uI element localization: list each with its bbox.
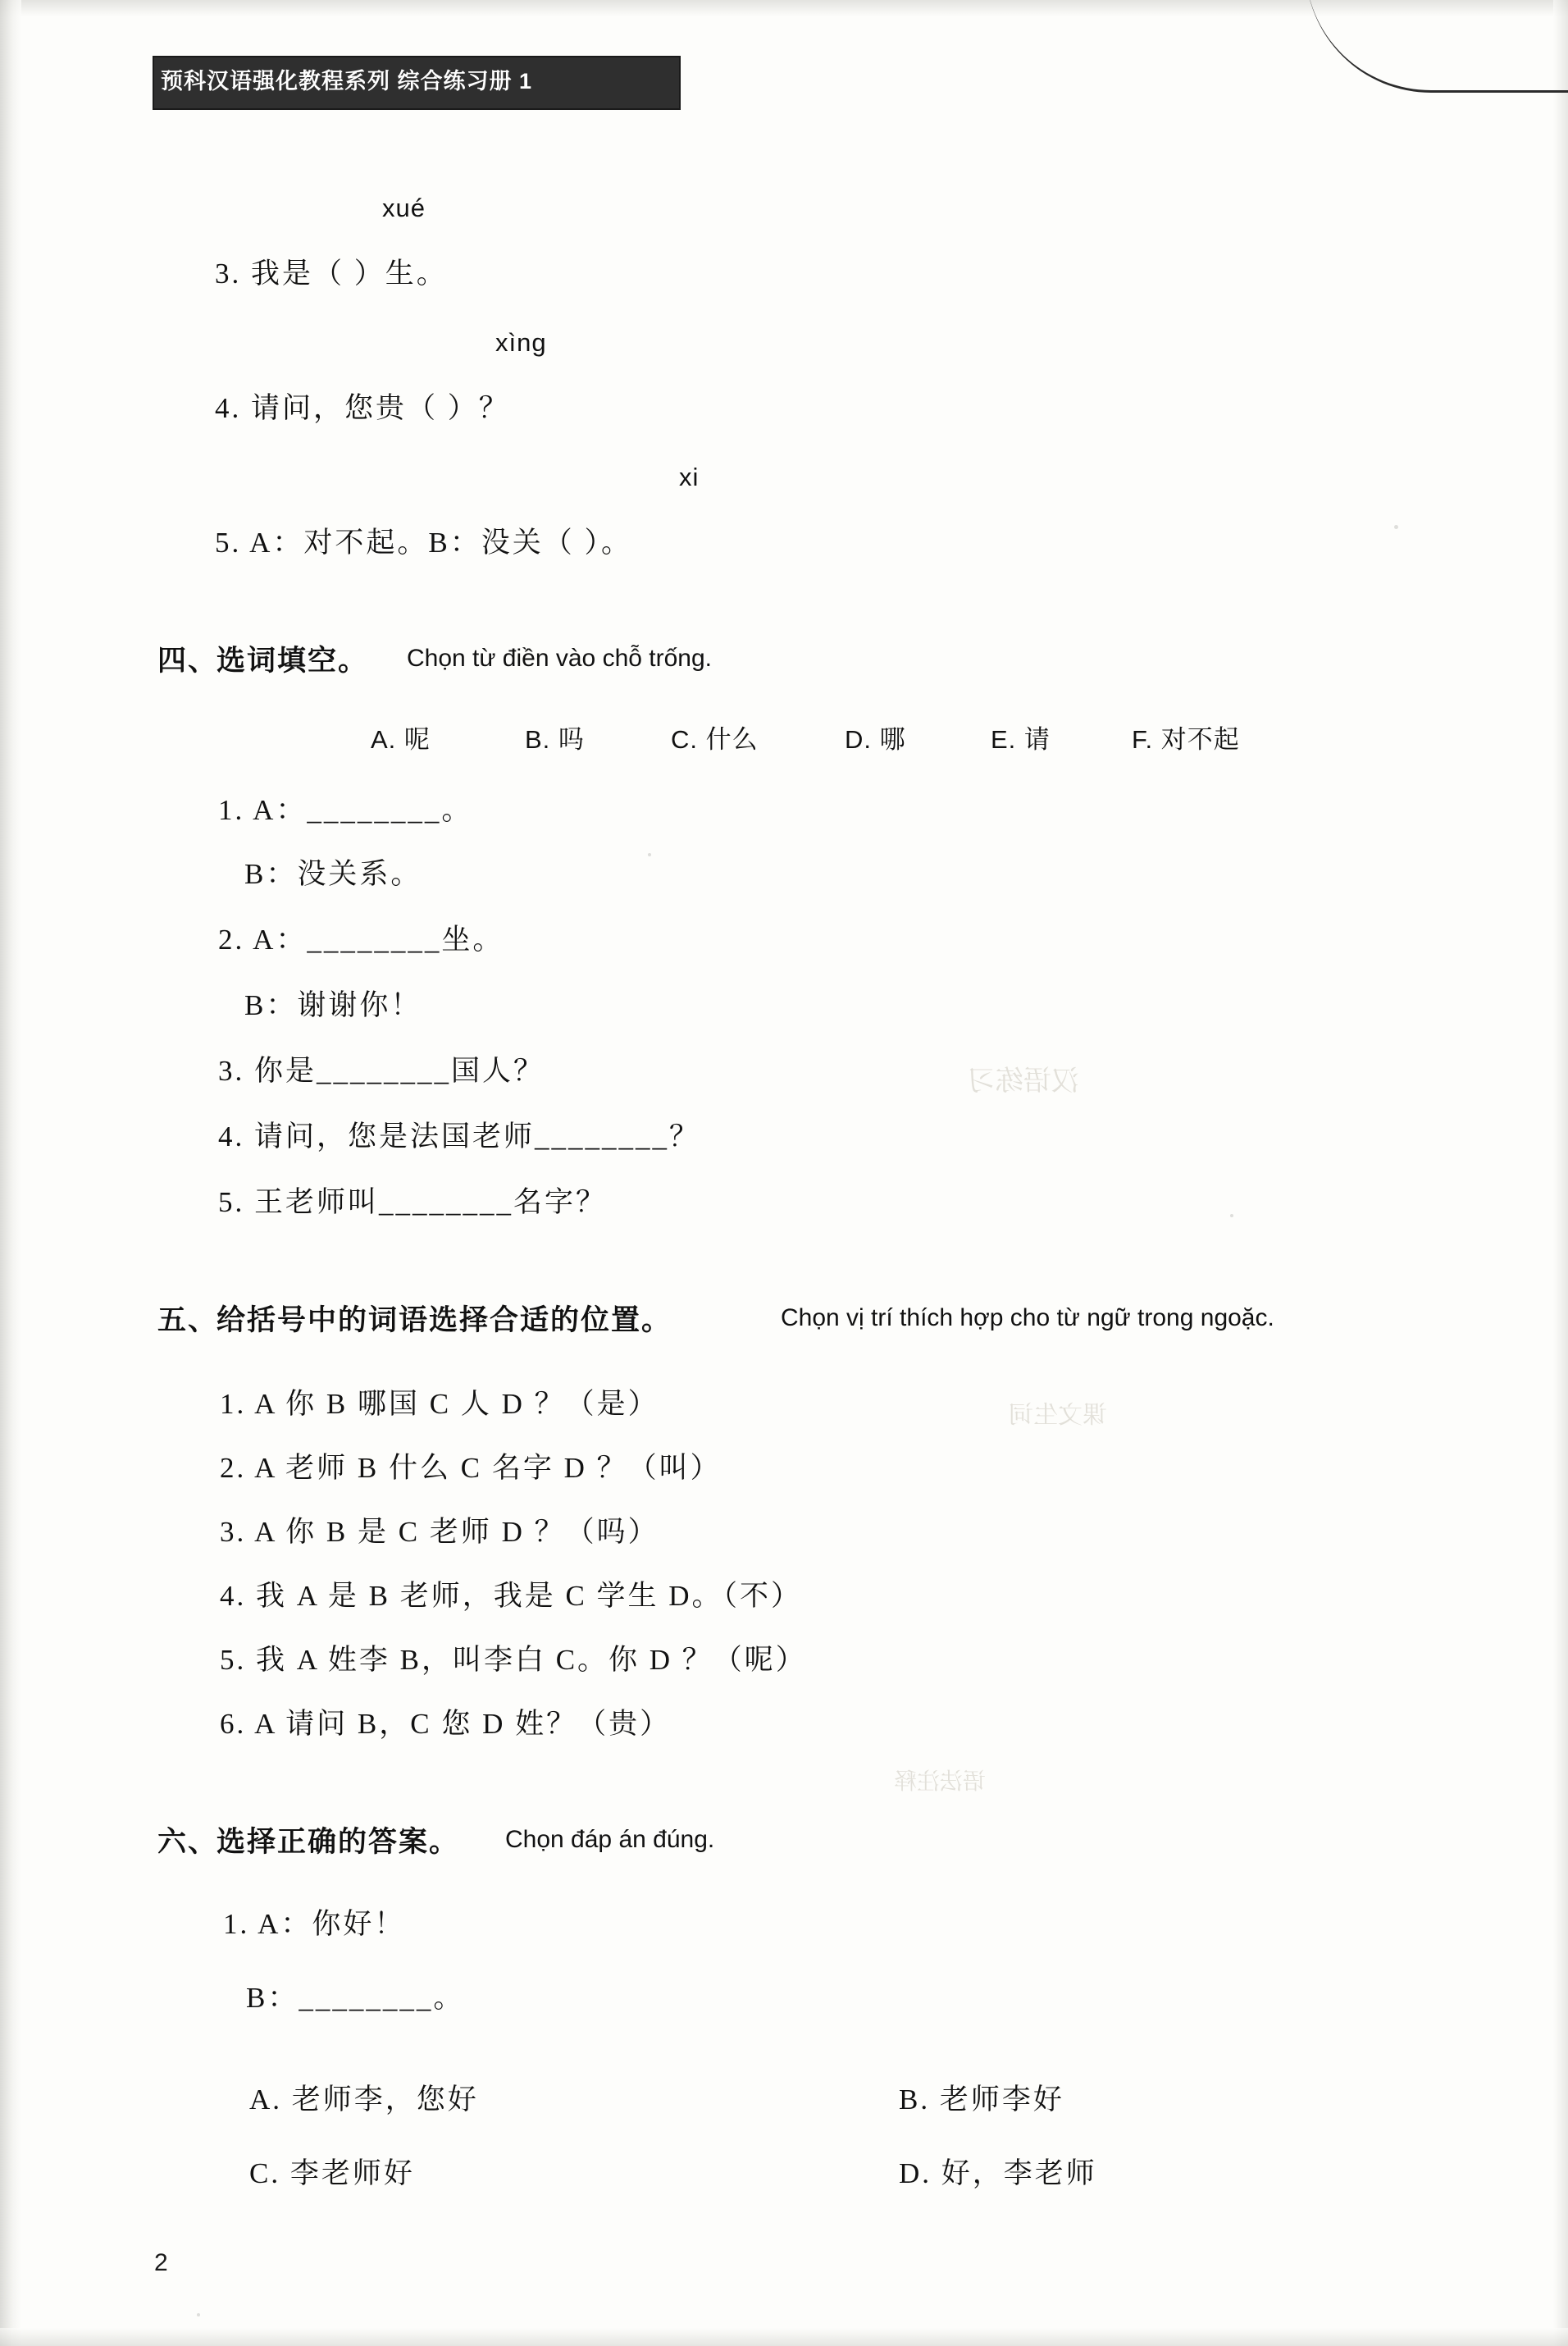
page-edge-bottom [0, 2328, 1568, 2346]
section-five-title-cn: 给括号中的词语选择合适的位置。 [217, 1304, 672, 1336]
section-four-item-1b: B：没关系。 [244, 858, 422, 890]
section-five-item-4: 4. 我 A 是 B 老师，我是 C 学生 D。（不） [220, 1580, 803, 1612]
section-five-item-5: 5. 我 A 姓李 B，叫李白 C。你 D ？（呢） [220, 1644, 807, 1676]
choice-b: B. 吗 [525, 725, 585, 754]
section-four-item-5: 5. 王老师叫________名字？ [218, 1186, 608, 1218]
section-four-item-2a: 2. A：________坐。 [218, 924, 504, 956]
section-six-option-a: A. 老师李，您好 [249, 2084, 479, 2116]
pinyin-hint-5: xi [679, 463, 700, 491]
section-five-title-vi: Chọn vị trí thích hợp cho từ ngữ trong ngoặc. [781, 1304, 1274, 1331]
section-six-number: 六、 [157, 1826, 219, 1858]
page-speck [1394, 525, 1398, 529]
section-six-option-b: B. 老师李好 [899, 2084, 1064, 2116]
section-four-number: 四、 [157, 645, 219, 677]
page-edge-right [1553, 0, 1568, 2346]
section-four-title-vi: Chọn từ điền vào chỗ trống. [407, 645, 712, 672]
section-five-number: 五、 [157, 1304, 219, 1336]
bleed-through-text: 汉语练习 [968, 1066, 1079, 1097]
section-six-title-vi: Chọn đáp án đúng. [505, 1826, 715, 1853]
pinyin-hint-4: xìng [495, 328, 547, 357]
choice-f: F. 对不起 [1132, 725, 1240, 754]
section-four-title-cn: 选词填空。 [217, 645, 369, 677]
section-five-item-6: 6. A 请问 B，C 您 D 姓？（贵） [220, 1708, 672, 1740]
section-six-title-cn: 选择正确的答案。 [217, 1826, 460, 1858]
exercise-item-5: 5. A：对不起。B：没关（ ）。 [215, 527, 632, 559]
bleed-through-text: 课文生词 [1009, 1402, 1107, 1429]
exercise-item-4: 4. 请问，您贵（ ）？ [215, 392, 510, 424]
pinyin-hint-3: xué [382, 194, 426, 222]
page-corner-curl [1306, 0, 1568, 93]
page-speck [1230, 1214, 1233, 1217]
exercise-item-3: 3. 我是（ ）生。 [215, 258, 448, 290]
choice-a: A. 呢 [371, 725, 431, 754]
section-six-question-b: B：________。 [246, 1982, 465, 2014]
section-five-item-3: 3. A 你 B 是 C 老师 D ？（吗） [220, 1516, 659, 1548]
section-four-item-4: 4. 请问，您是法国老师________？ [218, 1121, 701, 1152]
section-five-item-2: 2. A 老师 B 什么 C 名字 D ？（叫） [220, 1452, 722, 1484]
page-edge-left [0, 0, 21, 2346]
page-speck [648, 853, 651, 856]
section-four-item-1a: 1. A：________。 [218, 794, 473, 826]
section-six-option-c: C. 李老师好 [249, 2157, 415, 2189]
page-number: 2 [154, 2249, 168, 2276]
series-title: 预科汉语强化教程系列 综合练习册 1 [161, 69, 533, 94]
section-four-item-2b: B：谢谢你！ [244, 989, 422, 1021]
page-speck [197, 2313, 200, 2316]
section-four-item-3: 3. 你是________国人？ [218, 1055, 545, 1087]
section-six-question-a: 1. A：你好！ [223, 1908, 406, 1940]
section-five-item-1: 1. A 你 B 哪国 C 人 D ？（是） [220, 1388, 659, 1420]
section-six-option-d: D. 好，李老师 [899, 2157, 1097, 2189]
choice-d: D. 哪 [845, 725, 906, 754]
choice-c: C. 什么 [671, 725, 759, 754]
choice-e: E. 请 [991, 725, 1051, 754]
bleed-through-text: 语法注释 [894, 1769, 987, 1795]
